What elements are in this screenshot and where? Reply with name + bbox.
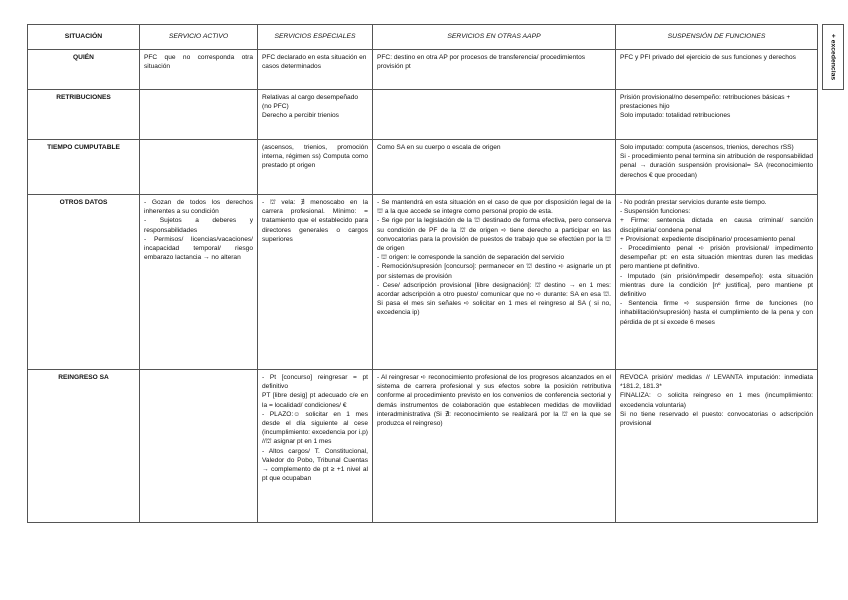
row-otros-datos — [28, 195, 818, 370]
cell-quien-suspension — [616, 50, 818, 90]
header-servicios-especiales: SERVICIOS ESPECIALES — [258, 25, 373, 50]
header-situacion: SITUACIÓN — [28, 25, 140, 50]
header-row — [28, 25, 818, 50]
cell-line: (ascensos, trienios, promoción interna, régimen ss) Computa como prestado pt origen — [262, 144, 368, 170]
cell-line: - Procedimiento penal ➪ prisión provisional/ impedimento desempeñar pt: en esta situación mientras duren las medidas pero mantiene pt definitivo. — [620, 245, 813, 271]
row-label-reingreso: REINGRESO SA — [28, 370, 140, 523]
row-label-retribuciones: RETRIBUCIONES — [28, 90, 140, 140]
cell-line: - Remoción/supresión [concurso]: permanecer en ⛫ destino ➪ asignarle un pt por sistemas de provisión — [377, 263, 611, 280]
row-label-tiempo: TIEMPO CUMPUTABLE — [28, 140, 140, 195]
cell-line: - ⛫ vela: ∄ menoscabo en la carrera profesional. Mínimo: = tratamiento que el establecido para directores generales o cargos superiores — [262, 199, 368, 243]
cell-line: - Al reingresar ➪ reconocimiento profesional de los progresos alcanzados en el sistema de carrera profesional y sus efectos sobre la posición retributiva conforme al procedimiento previsto en los convenios de conferencia sectorial y demás instrumentos de colaboración que establecen medidas de movilidad interadministrativa (Si ∄: reconocimiento se realizará por la ⛫ en la que se produzca el reingreso) — [377, 374, 611, 428]
cell-line: Como SA en su cuerpo o escala de origen — [377, 144, 501, 151]
cell-reingreso-suspension — [616, 370, 818, 523]
cell-line: - Se rige por la legislación de la ⛫ destinado de forma efectiva, pero conserva su condición de PF de la ⛫ de origen ➪ tiene derecho a participar en las convocatorias para la provisión de puestos de trabajo que se efectúen por la ⛫ de origen — [377, 217, 611, 253]
header-suspension: SUSPENSIÓN DE FUNCIONES — [616, 25, 818, 50]
cell-reingreso-especiales — [258, 370, 373, 523]
row-label-quien: QUIÉN — [28, 50, 140, 90]
cell-line: - Pt [concurso] reingresar = pt definitivo — [262, 374, 368, 391]
cell-tiempo-otras — [373, 140, 616, 195]
cell-line: FINALIZA: ☺ solicita reingreso en 1 mes (incumplimiento: excedencia voluntaria) — [620, 392, 813, 409]
cell-line: Solo imputado: computa (ascensos, trienios, derechos rSS) — [620, 144, 794, 151]
cell-tiempo-suspension — [616, 140, 818, 195]
cell-line: - Imputado (sin prisión/impedir desempeño): esta situación mientras dure la condición [nº justifica], pero mantiene pt definitivo — [620, 272, 813, 299]
cell-retribuciones-activo — [140, 90, 258, 140]
cell-line: Si - procedimiento penal termina sin atribución de responsabilidad penal → duración suspensión provisional= SA (reconocimiento derechos € que procedan) — [620, 153, 813, 179]
cell-otros-suspension — [616, 195, 818, 370]
cell-line: - No podrán prestar servicios durante este tiempo. — [620, 199, 767, 206]
cell-line: - ⛫ origen: le corresponde la sanción de separación del servicio — [377, 254, 565, 262]
cell-retribuciones-otras — [373, 90, 616, 140]
cell-line: - Permisos/ licencias/vacaciones/ incapacidad temporal/ riesgo embarazo lactancia → no alteran — [144, 235, 253, 262]
row-label-otros-datos: OTROS DATOS — [28, 195, 140, 370]
cell-line: PFC que no corresponda otra situación — [144, 54, 253, 71]
cell-line: Relativas al cargo desempeñado (no PFC) — [262, 94, 359, 111]
cell-line: Si no tiene reservado el puesto: convocatorias o adscripción provisional — [620, 410, 813, 428]
excedencias-tab-label: + excedencias — [829, 33, 837, 81]
cell-line: - Cese/ adscripción provisional [libre designación]: ⛫ destino → en 1 mes: acordar adscripción a otro puesto/ comunicar que no ➪ durante: SA en esa ⛫. Si pasa el mes sin señales ➪ solicitar en 1 mes el reingreso al SA ( si no, excedencia ip) — [377, 281, 611, 317]
cell-line: - Se mantendrá en esta situación en el caso de que por disposición legal de la ⛫ a la que accede se integre como personal propio de esta. — [377, 199, 611, 216]
cell-line: PFC declarado en esta situación en casos determinados — [262, 54, 367, 71]
situaciones-table — [27, 24, 818, 523]
cell-line: + Provisional: expediente disciplinario/ procesamiento penal — [620, 235, 796, 243]
cell-line: - Gozan de todos los derechos inherentes a su condición — [144, 199, 253, 216]
cell-line: + Firme: sentencia dictada en causa criminal/ sanción disciplinaria/ condena penal — [620, 217, 813, 234]
cell-retribuciones-especiales — [258, 90, 373, 140]
cell-tiempo-especiales — [258, 140, 373, 195]
cell-line: - Sujetos a deberes y responsabilidades — [144, 217, 253, 234]
cell-line: Solo imputado: totalidad retribuciones — [620, 112, 731, 120]
cell-line: PFC y PFI privado del ejercicio de sus funciones y derechos — [620, 54, 796, 61]
cell-line: Derecho a percibir trienios — [262, 112, 339, 120]
cell-retribuciones-suspension — [616, 90, 818, 140]
cell-quien-especiales — [258, 50, 373, 90]
cell-line: PT [libre desig] pt adecuado c/e en la = localidad/ condiciones/ € — [262, 392, 368, 409]
cell-otros-otras — [373, 195, 616, 370]
header-otras-aapp: SERVICIOS EN OTRAS AAPP — [373, 25, 616, 50]
row-reingreso — [28, 370, 818, 523]
cell-line: REVOCA prisión/ medidas // LEVANTA imputación: inmediata *181.2, 181.3* — [620, 374, 813, 391]
cell-tiempo-activo — [140, 140, 258, 195]
cell-line: - Altos cargos/ T. Constitucional, Valedor do Pobo, Tribunal Cuentas → complemento de pt ≥ +1 nivel al pt que ocupaban — [262, 447, 368, 483]
excedencias-tab[interactable] — [822, 24, 844, 90]
cell-line: Prisión provisional/no desempeño: retribuciones básicas + prestaciones hijo — [620, 94, 791, 111]
cell-line: - PLAZO:☺ solicitar en 1 mes desde el día siguiente al cese (incumplimiento: excedencia por i.p) //⛫ asignar pt en 1 mes — [262, 410, 368, 446]
cell-otros-especiales — [258, 195, 373, 370]
cell-line: - Sentencia firme ➪ suspensión firme de funciones (no inhabilitación/supresión) hasta el cumplimiento de la pena y con pérdida de pt si excede 6 meses — [620, 300, 813, 326]
cell-quien-otras — [373, 50, 616, 90]
cell-reingreso-activo — [140, 370, 258, 523]
row-tiempo — [28, 140, 818, 195]
cell-reingreso-otras — [373, 370, 616, 523]
cell-line: PFC: destino en otra AP por procesos de transferencia/ procedimientos provisión pt — [377, 54, 586, 71]
row-quien — [28, 50, 818, 90]
header-servicio-activo: SERVICIO ACTIVO — [140, 25, 258, 50]
cell-quien-activo — [140, 50, 258, 90]
cell-line: - Suspensión funciones: — [620, 208, 691, 216]
cell-otros-activo — [140, 195, 258, 370]
row-retribuciones — [28, 90, 818, 140]
